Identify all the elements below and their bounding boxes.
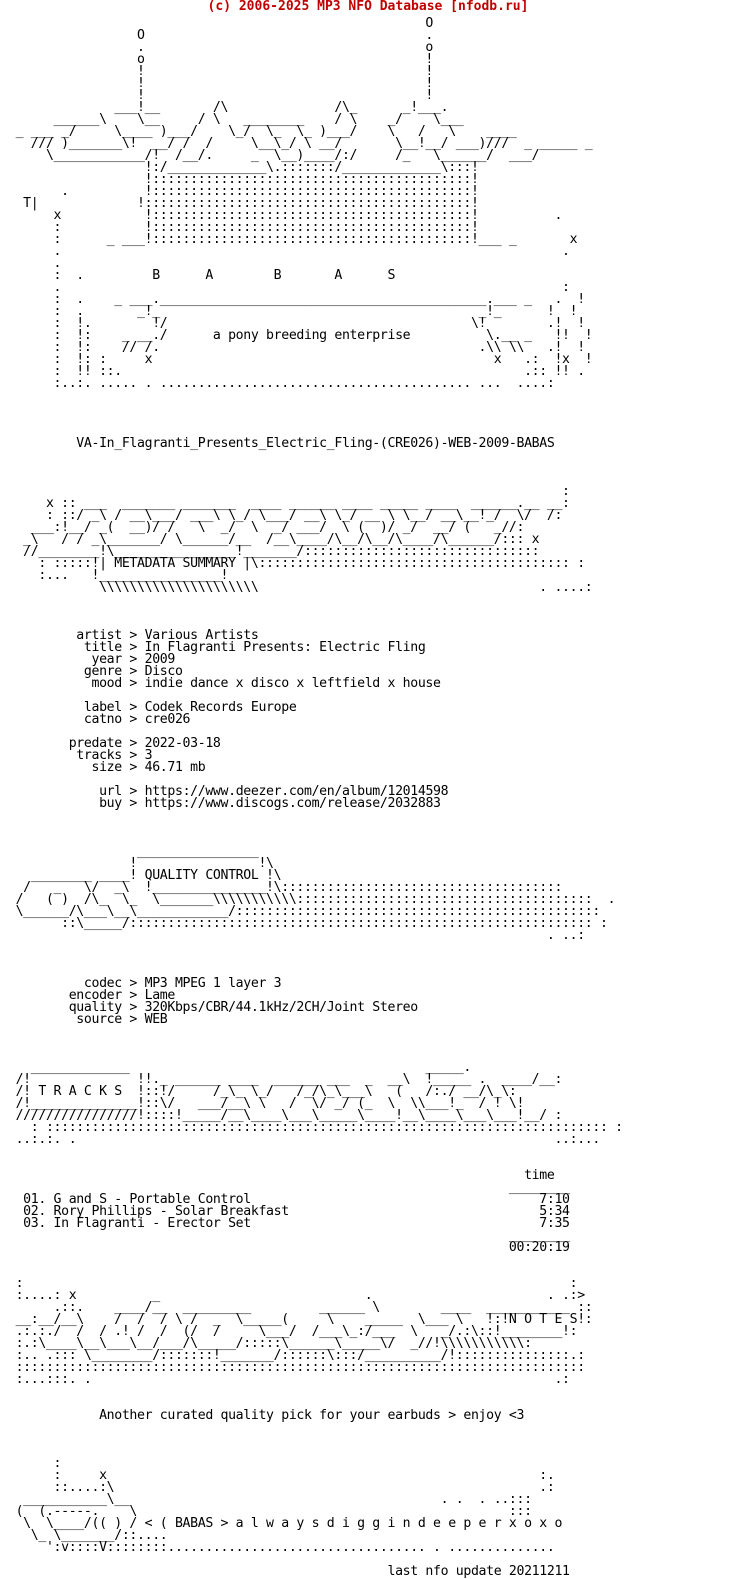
nfo-line (8, 414, 623, 426)
nfo-line: ::....:\ .: (8, 1480, 555, 1495)
nfo-line: : :::::!| METADATA SUMMARY |\::::::::::::::::::::::::::::::::::::::::: : (8, 556, 585, 571)
nfo-line (8, 1446, 623, 1458)
nfo-line: ! !\ (8, 856, 274, 871)
nfo-line: \\\\\\\\\\\\\\\\\\\\\ . ....: (8, 580, 593, 595)
nfo-line: 02. Rory Phillips - Solar Breakfast 5:34 (8, 1204, 570, 1219)
nfo-line (8, 402, 623, 414)
nfo-line: : !. !/ \! .! ! (8, 316, 585, 331)
nfo-line: : !::::::::::::::::::::::::::::::::::::::::::! (8, 220, 479, 235)
nfo-line: ________ (8, 1180, 570, 1195)
nfo-line: x !::::::::::::::::::::::::::::::::::::::::::! . (8, 208, 563, 223)
nfo-line: :....: x _ . . .:> (8, 1288, 585, 1303)
nfo-line: __:__/__\ / / / \ / _ \_____( \ _____ \___ \ !:!N O T E S!: (8, 1312, 593, 1327)
nfo-line: ::::::::::::::::::::::::::::::::::::::::::::::::::::::::::::::::::::::::::: (8, 1360, 585, 1375)
nfo-line: : !: // /. .\\ \\ .! ! (8, 340, 585, 355)
nfo-line: tracks > 3 (8, 748, 153, 763)
nfo-line: \_ \_______/::.... (8, 1528, 168, 1543)
nfo-line: : _ ___!::::::::::::::::::::::::::::::::::::::::::!___ _ x (8, 232, 578, 247)
nfo-line: :... !________________! (8, 568, 229, 583)
nfo-line: encoder > Lame (8, 988, 175, 1003)
nfo-line: ! ! (8, 76, 434, 91)
nfo-line (8, 1146, 623, 1158)
nfo-line (8, 1422, 623, 1434)
nfo-line-label: buy > (8, 796, 145, 811)
nfo-line: ______\ \__ / \ ________ / \ _/ \___ (8, 112, 464, 127)
nfo-line: / _ \/ _\ !_______________!\::::::::::::::::::::::::::::::::::::: (8, 880, 563, 895)
nfo-line: T| !:::::::::::::::::::::::::::::::::::::::::::! (8, 196, 479, 211)
nfo-line: .:.:./ / / .! / / (/ / \___/ /___\_:/___ \ _/.:\::!________!: (8, 1324, 578, 1339)
nfo-line: : . B A B A S (8, 268, 396, 283)
nfo-line: :...:::. . .: (8, 1372, 570, 1387)
nfo-line (8, 390, 623, 402)
nfo-line: last nfo update 20211211 (8, 1564, 570, 1579)
nfo-line: ___!__ /\ /\_ _!___. (8, 100, 449, 115)
nfo-line: \____________/! /__/. _ \__)____/:/ /_ \______/ ___/ (8, 148, 540, 163)
nfo-line (8, 942, 623, 954)
nfo-line: time (8, 1168, 555, 1183)
nfo-line: : . _!_ _!_ ! ! (8, 304, 578, 319)
nfo-line (8, 1554, 623, 1566)
nfo-line: //________!\________________!_______/::::::::::::::::::::::::::::::: (8, 544, 540, 559)
nfo-line: artist > Various Artists (8, 628, 259, 643)
nfo-line: . !::::::::::::::::::::::::::::::::::::::::::! (8, 184, 479, 199)
nfo-line: / ( ) /\_ \_ \_______\\\\\\\\\\\::::::::::::::::::::::::::::::::::::::: . (8, 892, 616, 907)
site-copyright-header: (c) 2006-2025 MP3 NFO Database [nfodb.ru] (207, 0, 529, 14)
nfo-line: :.. .::: \________/:::::::!_______/::::::\:::/__________/!:::::::::::::::.: (8, 1348, 585, 1363)
nfo-line: 03. In Flagranti - Erector Set 7:35 (8, 1216, 570, 1231)
nfo-line (8, 462, 623, 474)
nfo-line: : !! ::. .:: !! . (8, 364, 585, 379)
nfo-line: !:/_____________\.:::::::/_____________\:::! (8, 160, 479, 175)
nfo-line (8, 822, 623, 834)
nfo-line: genre > Disco (8, 664, 183, 679)
nfo-line: year > 2009 (8, 652, 175, 667)
nfo-line (8, 1254, 623, 1266)
nfo-line: /! !!._ ______ ____ ______ ___ _ __\ !_____ . ____/__: (8, 1072, 563, 1087)
nfo-line (8, 798, 623, 810)
nfo-line-label: url > (8, 784, 145, 799)
nfo-line: : x :. (8, 1468, 555, 1483)
nfo-line: mood > indie dance x disco x leftfield x house (8, 676, 441, 691)
nfo-line: . (8, 256, 62, 271)
nfo-line (8, 1038, 623, 1050)
nfo-line (8, 810, 623, 822)
nfo-line: predate > 2022-03-18 (8, 736, 221, 751)
nfo-line: ..:.:. . ..:... (8, 1132, 600, 1147)
nfo-line (8, 1026, 623, 1038)
nfo-line: /// )_______\! __/ / / \__\_/ \ __/ \__!__/ ___)/// _ _____ _ (8, 136, 593, 151)
nfo-line: ! ! (8, 88, 434, 103)
nfo-line: . ..: (8, 928, 585, 943)
nfo-line: /!______________!::\/ ___/__\ \ / \/ _/ (_ \ \\___!_ / ! \! (8, 1096, 525, 1111)
nfo-line: ( (.-----. \ ::: (8, 1504, 532, 1519)
nfo-line (8, 954, 623, 966)
nfo-text-document (8, 6, 623, 1578)
nfo-line: 01. G and S - Portable Control 7:10 (8, 1192, 570, 1207)
nfo-line: ':v::::V::::::::.................................. . .............. (8, 1540, 555, 1555)
nfo-line (8, 606, 623, 618)
nfo-line (8, 450, 623, 462)
nfo-line (8, 1386, 623, 1398)
nfo-line: catno > cre026 (8, 712, 191, 727)
nfo-line: \______/\___\__\____________/:::::::::::::::::::::::::::::::::::::::::::::::: (8, 904, 600, 919)
nfo-line: : :::::::::::::::::::::::::::::::::::::::::::::::::::::::::::::::::::::::::: : (8, 1120, 623, 1135)
nfo-line: _____________ _____. (8, 1060, 471, 1075)
nfo-line: Another curated quality pick for your earbuds > enjoy <3 (8, 1408, 525, 1423)
nfo-line: size > 46.71 mb (8, 760, 206, 775)
nfo-line: source > WEB (8, 1012, 168, 1027)
nfo-line: ___:!__/ _( __)/ / \ _/ \ _/ ___/ \ ( )/ _/ __/ ( _//: (8, 520, 525, 535)
nfo-line: x :: ___ _______ _______ ____ ______ ____ _____ ____ ______.__ __: (8, 496, 570, 511)
nfo-line: : : (8, 1276, 578, 1291)
nfo-line: VA-In_Flagranti_Presents_Electric_Fling-(CRE026)-WEB-2009-BABAS (8, 436, 555, 451)
nfo-line: \ \____/(( ) / < ( BABAS > a l w a y s d i g g i n d e e p e r x o x o (8, 1516, 563, 1531)
nfo-link[interactable]: https://www.discogs.com/release/2032883 (144, 796, 441, 811)
nfo-line: quality > 320Kbps/CBR/44.1kHz/2CH/Joint Stereo (8, 1000, 418, 1015)
nfo-line: ___________\__ . . . ..::: (8, 1492, 532, 1507)
nfo-line: : . _ ___.___________________________________________.___ _ . ! (8, 292, 585, 307)
nfo-line: . : (8, 280, 570, 295)
nfo-line: : (8, 484, 570, 499)
nfo-line: ////////////////!::::!_____/__\____\___\_____\____!__\____\___\___!__/ : (8, 1108, 563, 1123)
nfo-line: : (8, 1456, 62, 1471)
nfo-line: _ ___ _/ \____ )___/ \_/ \_ \_ )___/ \ / \ ____ (8, 124, 517, 139)
nfo-line: O (8, 16, 434, 31)
nfo-line (8, 1434, 623, 1446)
nfo-line: : !: _ __./ a pony breeding enterprise \.__ _ !! ! (8, 328, 593, 343)
nfo-line: o ! (8, 52, 434, 67)
nfo-line: : ::/ _\ / __\___/ ___\ \_/ \___/ __\ \_/ __ \ \__/ __\__!_/ \/ /: (8, 508, 563, 523)
nfo-line: label > Codek Records Europe (8, 700, 297, 715)
nfo-line: : !: : x x .: !x ! (8, 352, 593, 367)
nfo-line: !::::::::::::::::::::::::::::::::::::::::::! (8, 172, 479, 187)
nfo-line: :.:\____\__\___\__/___/\_____/:::::\______\_____\/ _//!\\\\\\\\\\\: (8, 1336, 532, 1351)
nfo-line: :..:. ..... . ......................................... ... ....: (8, 376, 555, 391)
nfo-link[interactable]: https://www.deezer.com/en/album/12014598 (144, 784, 449, 799)
nfo-line: ________________ (8, 844, 259, 859)
nfo-line (8, 594, 623, 606)
nfo-line: O . (8, 28, 434, 43)
nfo-line: ::\_____/::::::::::::::::::::::::::::::::::::::::::::::::::::::::::::: : (8, 916, 608, 931)
nfo-line: /! T R A C K S !::!/ /_\_ \_/ /_/\_\___\ ( /:./ __/\_\: (8, 1084, 517, 1099)
nfo-line: codec > MP3 MPEG 1 layer 3 (8, 976, 282, 991)
nfo-line: _\ / / _\_______/ \______/__ /__\____/\__/\__/\____/\______/::: x (8, 532, 540, 547)
nfo-line: ________ ____! QUALITY CONTROL !\ (8, 868, 282, 883)
nfo-line: ! ! (8, 64, 434, 79)
nfo-line: . . (8, 244, 570, 259)
nfo-line: 00:20:19 (8, 1240, 570, 1255)
nfo-line: ________ (8, 1228, 570, 1243)
nfo-line: . o (8, 40, 434, 55)
nfo-line: .::. ____/__ _________ ______ \ ____ ___________ :: (8, 1300, 593, 1315)
nfo-line: title > In Flagranti Presents: Electric Fling (8, 640, 426, 655)
